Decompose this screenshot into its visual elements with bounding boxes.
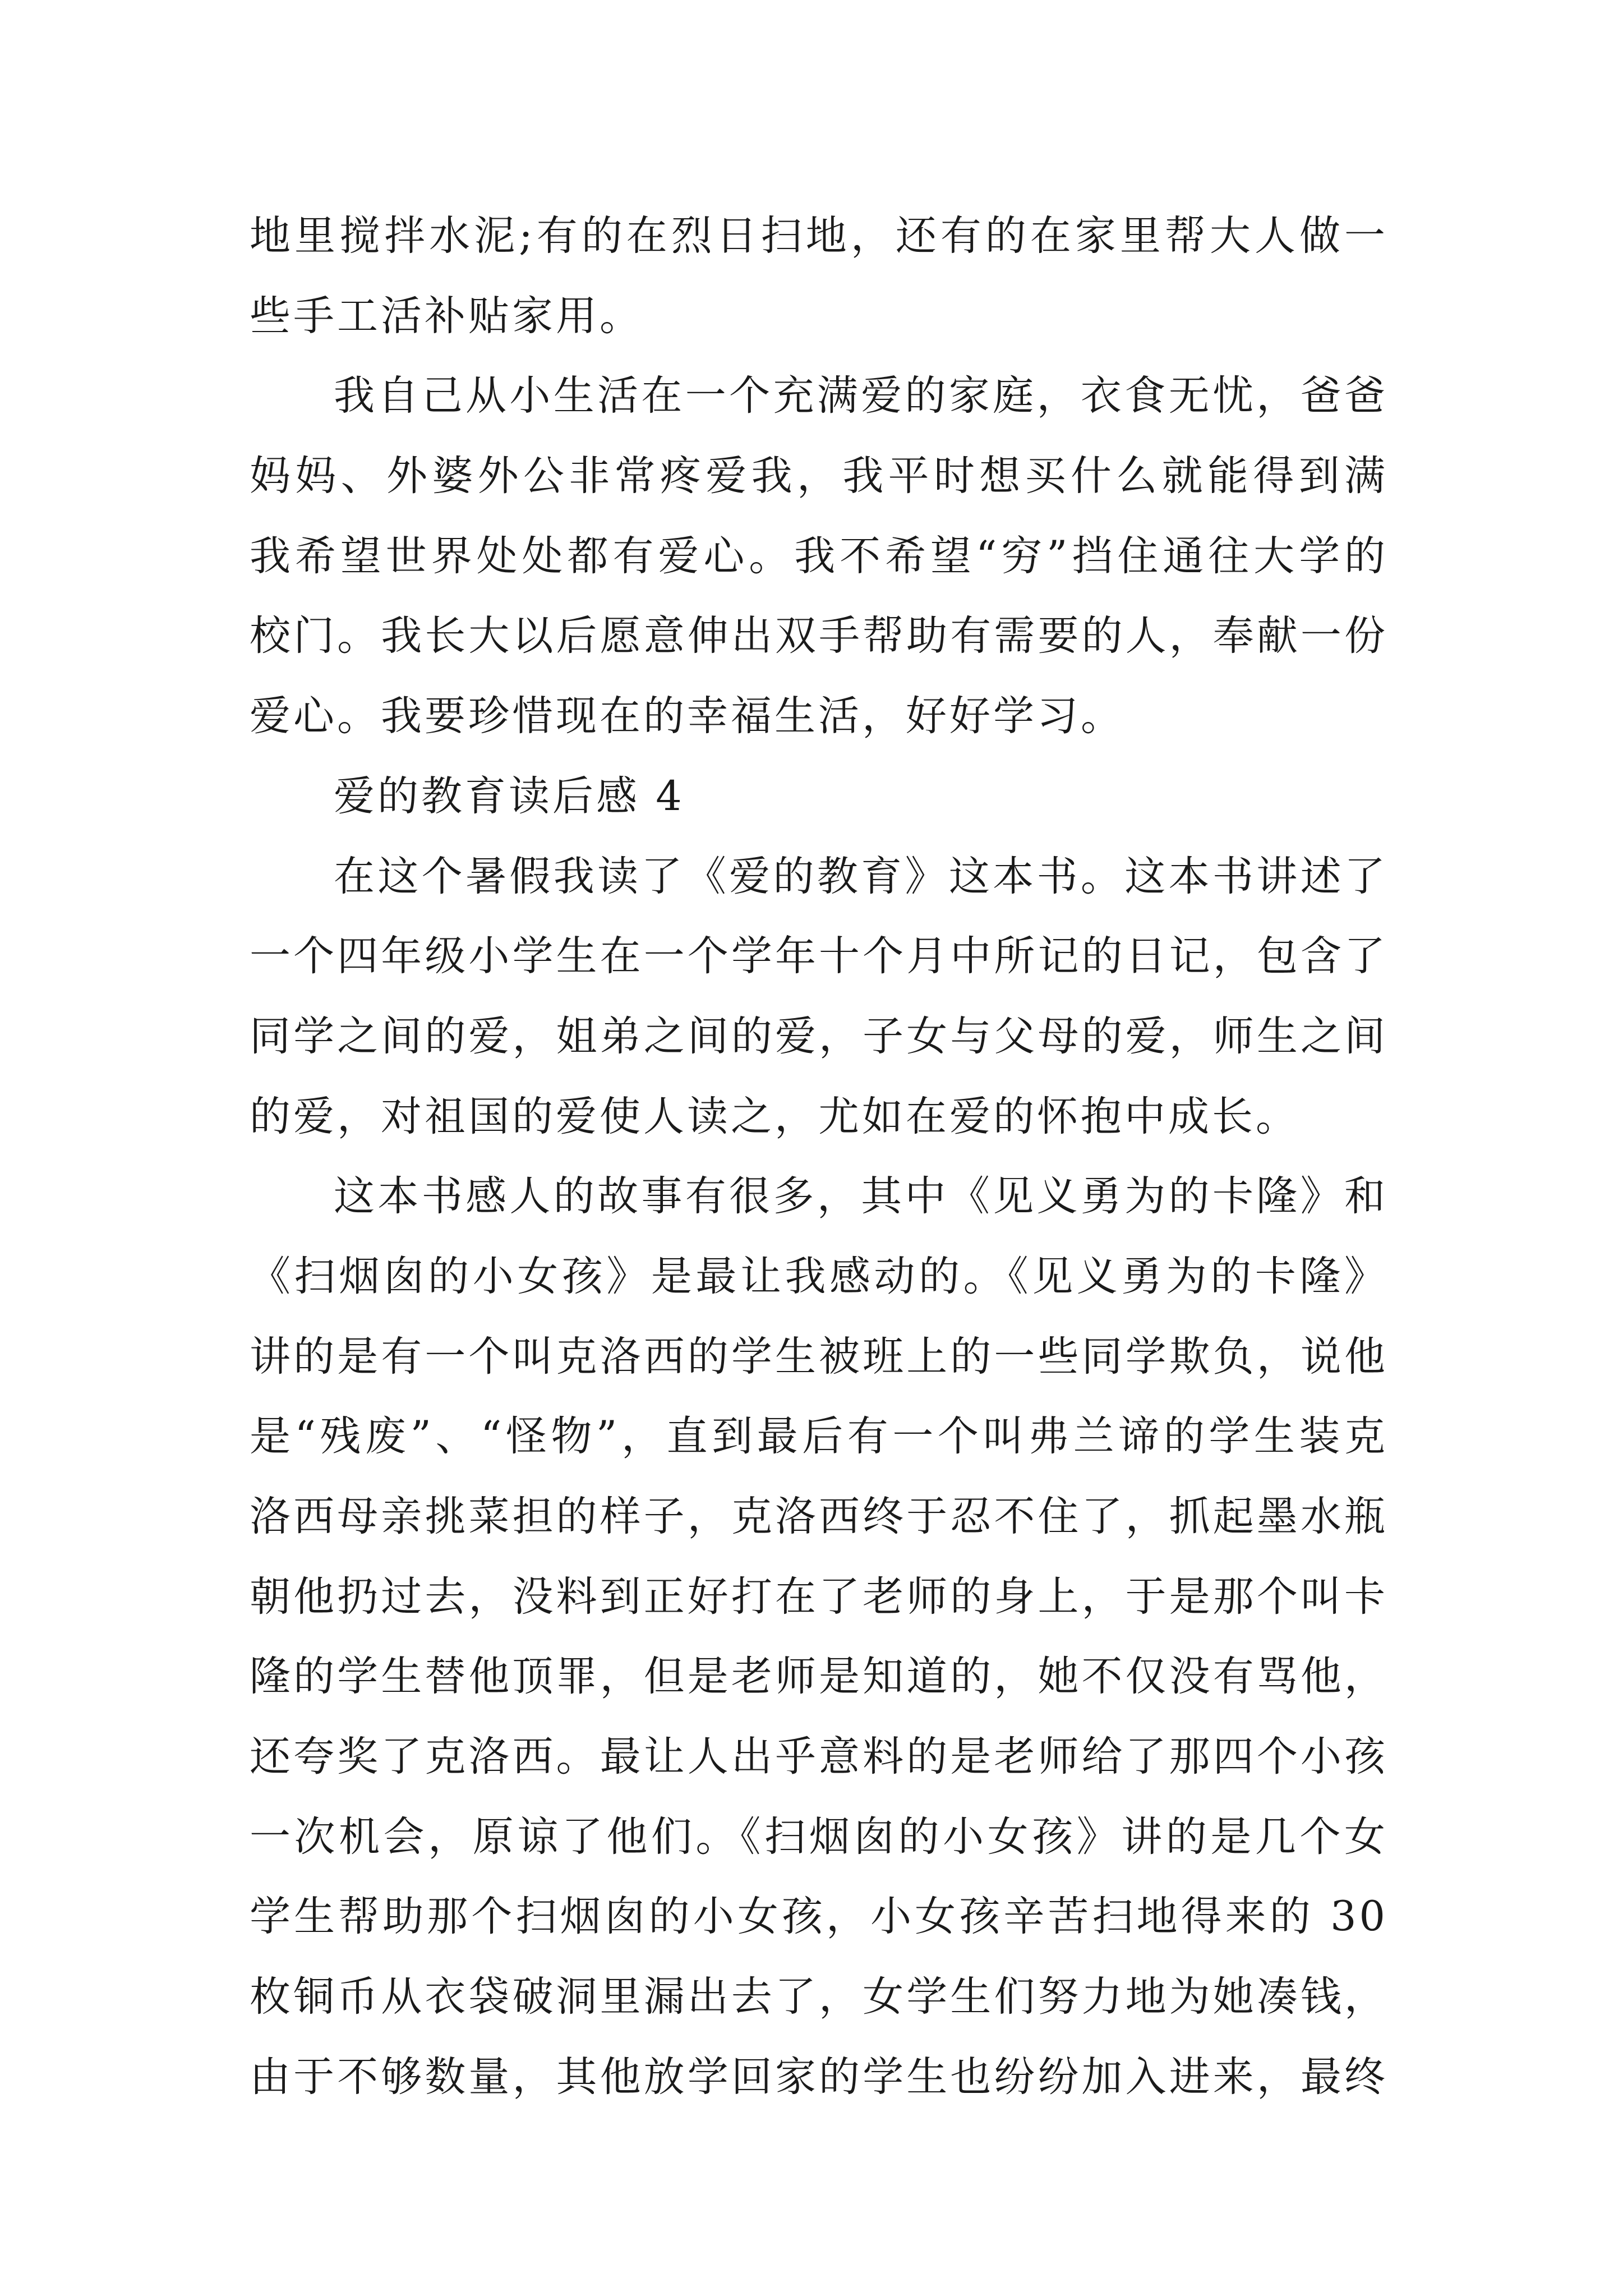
section-heading: 爱的教育读后感 4: [334, 772, 685, 820]
text-line: 朝他扔过去，没料到正好打在了老师的身上，于是那个叫卡: [250, 1572, 1388, 1621]
paragraph-first-line: 这本书感人的故事有很多，其中《见义勇为的卡隆》和: [334, 1172, 1388, 1221]
text-line: 洛西母亲挑菜担的样子，克洛西终于忍不住了，抓起墨水瓶: [250, 1493, 1388, 1540]
text-line: 一个四年级小学生在一个学年十个月中所记的日记，包含了: [250, 932, 1388, 981]
text-line: 些手工活补贴家用。: [250, 292, 643, 340]
body-text: [250, 196, 1388, 2118]
text-line: 还夸奖了克洛西。最让人出乎意料的是老师给了那四个小孩: [250, 1733, 1388, 1781]
text-line: 学生帮助那个扫烟囱的小女孩，小女孩辛苦扫地得来的 30: [250, 1893, 1388, 1941]
text-line: 的爱，对祖国的爱使人读之，尤如在爱的怀抱中成长。: [250, 1092, 1299, 1140]
text-line: 我希望世界处处都有爱心。我不希望“穷”挡住通往大学的: [250, 532, 1388, 580]
text-line: 爱心。我要珍惜现在的幸福生活，好好学习。: [250, 692, 1124, 740]
paragraph-first-line: 在这个暑假我读了《爱的教育》这本书。这本书讲述了: [334, 852, 1388, 900]
text-line: 讲的是有一个叫克洛西的学生被班上的一些同学欺负，说他: [250, 1332, 1388, 1381]
text-line: 地里搅拌水泥;有的在烈日扫地，还有的在家里帮大人做一: [250, 212, 1388, 260]
text-line: 由于不够数量，其他放学回家的学生也纷纷加入进来，最终: [250, 2053, 1388, 2101]
text-line: 妈妈、外婆外公非常疼爱我，我平时想买什么就能得到满: [250, 452, 1388, 500]
text-line: 校门。我长大以后愿意伸出双手帮助有需要的人，奉献一份: [250, 612, 1388, 660]
text-line: 同学之间的爱，姐弟之间的爱，子女与父母的爱，师生之间: [250, 1012, 1388, 1060]
text-line: 一次机会，原谅了他们。《扫烟囱的小女孩》讲的是几个女: [250, 1812, 1388, 1861]
text-line: 《扫烟囱的小女孩》是最让我感动的。《见义勇为的卡隆》: [250, 1252, 1388, 1300]
text-line: 隆的学生替他顶罪，但是老师是知道的，她不仅没有骂他，: [250, 1653, 1388, 1701]
text-line: 枚铜币从衣袋破洞里漏出去了，女学生们努力地为她凑钱，: [250, 1973, 1388, 2021]
paragraph-first-line: 我自己从小生活在一个充满爱的家庭，衣食无忧，爸爸: [334, 372, 1388, 420]
text-line: 是“残废”、“怪物”，直到最后有一个叫弗兰谛的学生装克: [250, 1412, 1388, 1461]
